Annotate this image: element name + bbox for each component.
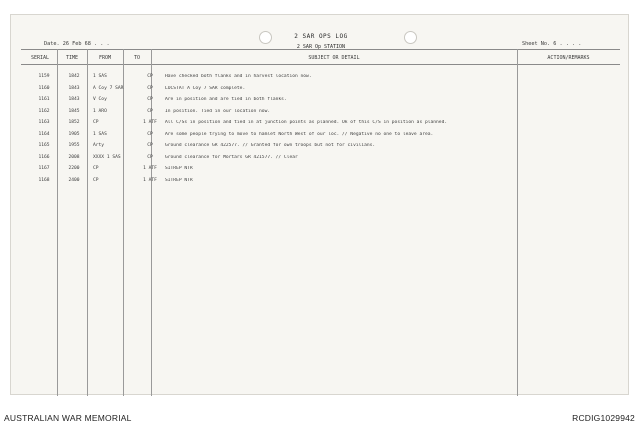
- log-row: [21, 86, 531, 97]
- row-time: 2400: [68, 177, 80, 183]
- row-to: 1 ATF: [143, 120, 157, 125]
- row-time: 1842: [68, 74, 80, 79]
- log-row: [21, 155, 531, 166]
- row-to: 1 ATF: [143, 166, 157, 171]
- date-value: 26 Feb 68 . . .: [62, 41, 110, 47]
- log-row: [21, 97, 531, 108]
- date-field: [44, 41, 110, 47]
- row-to: CP: [147, 108, 153, 114]
- row-serial: 1167: [38, 166, 50, 171]
- row-from: CP: [93, 166, 99, 171]
- log-row: [21, 109, 531, 120]
- punch-hole-left: [259, 31, 272, 44]
- row-time: 1852: [68, 120, 80, 125]
- row-time: 1843: [68, 85, 80, 91]
- sheet-label: Sheet No.: [522, 41, 551, 47]
- row-subject: Ground clearance for Mortars GR 421577. // Clear: [165, 154, 298, 160]
- row-to: CP: [147, 97, 153, 102]
- log-row: [21, 74, 531, 85]
- row-serial: 1159: [38, 74, 50, 79]
- row-serial: 1162: [38, 108, 50, 114]
- col-header-serial: SERIAL: [30, 55, 50, 61]
- row-subject: Have checked both flanks and in harvest location now.: [165, 74, 312, 79]
- footer-archive-name: AUSTRALIAN WAR MEMORIAL: [4, 413, 132, 423]
- header-top-rule: [21, 49, 620, 50]
- punch-hole-right: [404, 31, 417, 44]
- row-subject: SITREP NTR: [165, 177, 193, 183]
- row-time: 2008: [68, 154, 80, 160]
- row-serial: 1166: [38, 154, 50, 160]
- row-from: CP: [93, 177, 99, 183]
- row-to: 1 ATF: [143, 177, 157, 183]
- row-from: CP: [93, 120, 99, 125]
- row-subject: SITREP NTR: [165, 166, 193, 171]
- row-time: 1843: [68, 97, 80, 102]
- col-header-time: TIME: [65, 55, 79, 61]
- sheet-number-field: [522, 41, 581, 47]
- footer-record-id: RCDIG1029942: [572, 413, 635, 423]
- row-subject: Ground clearance GR 422577. // Granted for own troops but not for civilians.: [165, 143, 376, 148]
- row-serial: 1160: [38, 85, 50, 91]
- row-subject: Are some people trying to move to hamlet North West of our loc. // Negative no one to leave area.: [165, 131, 434, 137]
- row-from: 1 SAS: [93, 131, 107, 137]
- row-serial: 1161: [38, 97, 50, 102]
- col-header-action: ACTION/REMARKS: [547, 55, 590, 61]
- row-time: 1845: [68, 108, 80, 114]
- col-header-to: TO: [133, 55, 141, 61]
- row-to: CP: [147, 85, 153, 91]
- row-subject: In position. Tied in our location now.: [165, 108, 271, 114]
- log-row: [21, 132, 531, 143]
- col-header-subject: SUBJECT OR DETAIL: [308, 55, 360, 61]
- log-row: [21, 120, 531, 131]
- log-row: [21, 178, 531, 189]
- sheet-value: 6 . . . .: [553, 41, 582, 47]
- row-from: 1 SAS: [93, 74, 107, 79]
- row-to: CP: [147, 154, 153, 160]
- row-time: 2200: [68, 166, 80, 171]
- row-from: 1 ARO: [93, 108, 107, 114]
- col-header-from: FROM: [98, 55, 112, 61]
- row-from: Arty: [93, 143, 105, 148]
- log-title: 2 SAR OPS LOG: [294, 33, 348, 40]
- log-row: [21, 166, 531, 177]
- row-from: XXXX 1 SAS: [93, 154, 121, 160]
- row-serial: 1164: [38, 131, 50, 137]
- log-sheet: [10, 14, 629, 395]
- row-from: V Coy: [93, 97, 107, 102]
- log-row: [21, 143, 531, 154]
- row-subject: Are in position and are tied in both flanks.: [165, 97, 287, 102]
- header-bottom-rule: [21, 64, 620, 65]
- row-to: CP: [147, 143, 153, 148]
- row-to: CP: [147, 131, 153, 137]
- row-from: A Coy 7 SAR: [93, 85, 124, 91]
- row-serial: 1165: [38, 143, 50, 148]
- row-subject: LOCSTAT A Coy 7 SAR complete.: [165, 85, 246, 91]
- log-subtitle: 2 SAR Op STATION: [296, 44, 346, 50]
- row-serial: 1163: [38, 120, 50, 125]
- row-serial: 1168: [38, 177, 50, 183]
- row-to: CP: [147, 74, 153, 79]
- row-time: 1905: [68, 131, 80, 137]
- date-label: Date.: [44, 41, 60, 47]
- row-subject: All C/Ss in position and tied in at junction points as planned. Ok of this C/S in position as planned.: [165, 120, 448, 125]
- row-time: 1955: [68, 143, 80, 148]
